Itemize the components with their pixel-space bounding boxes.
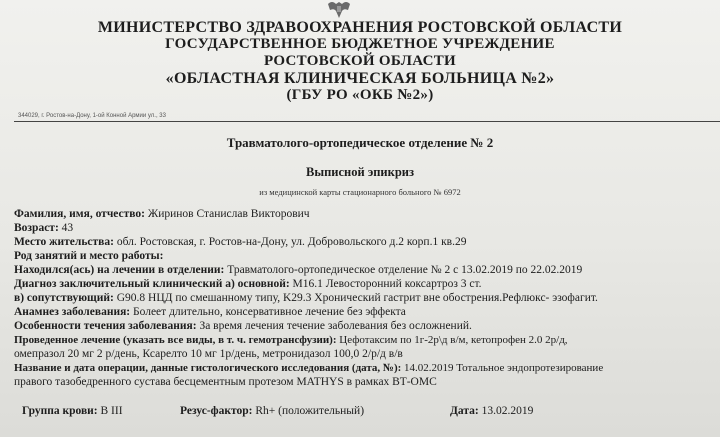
date-line (450, 405, 533, 418)
header-ministry: МИНИСТЕРСТВО ЗДРАВООХРАНЕНИЯ РОСТОВСКОЙ ОБЛАСТИ (97, 19, 623, 36)
diagnosis-concomitant-line (14, 292, 598, 305)
operation-line-2 (14, 376, 437, 389)
occupation-line (14, 250, 163, 263)
stay-line (14, 264, 582, 277)
department-title: Травматолого-ортопедическое отделение № 2 (226, 135, 494, 150)
course-value: За время лечения течение заболевания без осложнений. (199, 320, 472, 332)
anamnesis-label: Анамнез заболевания: (14, 306, 131, 318)
stay-label: Находился(ась) на лечении в отделении: (14, 264, 225, 276)
treatment-line-2 (14, 348, 403, 361)
residence-line (14, 236, 466, 249)
age-value: 43 (61, 222, 74, 234)
course-label: Особенности течения заболевания: (14, 320, 197, 332)
coat-of-arms-emblem-icon (324, 0, 354, 20)
treatment-value: Цефотаксим по 1г-2р\д в/м, кетопрофен 2.0 2р/д, (339, 334, 568, 346)
operation-value: 14.02.2019 Тотальное эндопротезирование (404, 362, 604, 374)
header-divider (14, 121, 720, 122)
anamnesis-value: Болеет длительно, консервативное лечение без эффекта (133, 306, 406, 318)
fio-value: Жиринов Станислав Викторович (147, 208, 310, 220)
document-subtitle: из медицинской карты стационарного больного № 6972 (259, 187, 461, 197)
treatment-line (14, 334, 568, 347)
fio-line (14, 208, 310, 221)
diagnosis-concomitant-value: G90.8 НЦД по смешанному типу, K29.3 Хронический гастрит вне обострения.Рефлюкс- эзофагит. (116, 292, 598, 304)
blood-group-value: В III (100, 405, 123, 417)
fio-label: Фамилия, имя, отчество: (14, 208, 146, 220)
date-label: Дата: (450, 405, 479, 417)
age-line (14, 222, 73, 235)
diagnosis-main-line (14, 278, 482, 291)
treatment-value-2: омепразол 20 мг 2 р/день, Ксарелто 10 мг 1р/день, метронидазол 100,0 2/р/д в/в (14, 348, 403, 360)
hospital-address: 344029, г. Ростов-на-Дону, 1-ой Конной Армии ул., 33 (18, 113, 166, 119)
anamnesis-line (14, 306, 406, 319)
header-hospital-name: «ОБЛАСТНАЯ КЛИНИЧЕСКАЯ БОЛЬНИЦА №2» (165, 70, 555, 87)
stay-value: Травматолого-ортопедическое отделение № 2 с 13.02.2019 по 22.02.2019 (227, 264, 583, 276)
residence-value: обл. Ростовская, г. Ростов-на-Дону, ул. Добровольского д.2 корп.1 кв.29 (116, 236, 467, 248)
date-value: 13.02.2019 (481, 405, 534, 417)
treatment-label: Проведенное лечение (указать все виды, в т. ч. гемотрансфузии): (14, 334, 337, 346)
occupation-label: Род занятий и место работы: (14, 250, 164, 262)
header-institution-type: ГОСУДАРСТВЕННОЕ БЮДЖЕТНОЕ УЧРЕЖДЕНИЕ (165, 36, 555, 52)
rh-factor-label: Резус-фактор: (180, 405, 253, 417)
header-region: РОСТОВСКОЙ ОБЛАСТИ (263, 53, 457, 69)
document-title: Выписной эпикриз (305, 165, 414, 179)
age-label: Возраст: (14, 222, 59, 234)
rh-factor-line (180, 405, 364, 418)
operation-value-2: правого тазобедренного сустава бесцементным протезом MATHYS в рамках ВТ-ОМС (14, 376, 437, 388)
diagnosis-main-value: М16.1 Левосторонний коксартроз 3 ст. (292, 278, 482, 290)
rh-factor-value: Rh+ (положительный) (255, 405, 365, 417)
operation-label: Название и дата операции, данные гистологического исследования (дата, №): (14, 362, 402, 374)
course-line (14, 320, 472, 333)
blood-group-label: Группа крови: (22, 405, 98, 417)
residence-label: Место жительства: (14, 236, 114, 248)
diagnosis-concomitant-label: в) сопутствующий: (14, 292, 114, 304)
diagnosis-main-label: Диагноз заключительный клинический а) основной: (14, 278, 290, 290)
blood-group-line (22, 405, 123, 418)
header-hospital-abbr: (ГБУ РО «ОКБ №2») (286, 87, 434, 103)
operation-line (14, 362, 603, 375)
